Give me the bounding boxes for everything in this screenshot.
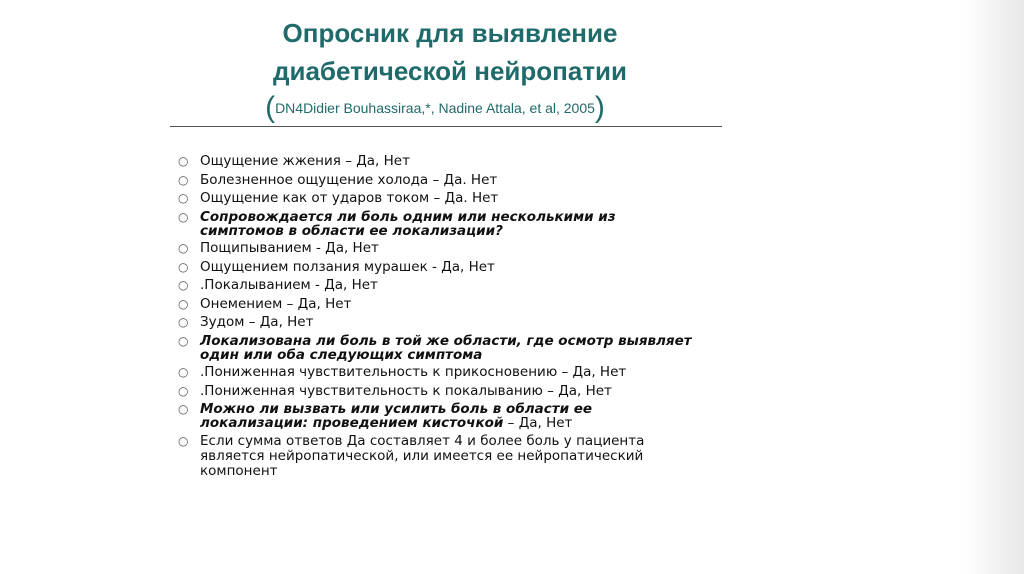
bullet-icon: ○ (178, 172, 189, 187)
item-question-text: Сопровождается ли боль одним или несколькими из симптомов в области ее локализации? (200, 208, 616, 239)
list-item (178, 384, 738, 399)
slide-title (170, 14, 730, 126)
citation-open-paren: ( (265, 91, 276, 124)
item-text: Ощущение жжения – Да, Нет (200, 153, 410, 169)
bullet-icon: ○ (178, 154, 189, 168)
item-text: Ощущением ползания мурашек - Да, Нет (200, 258, 495, 275)
list-item (178, 173, 738, 188)
item-question-text: Локализована ли боль в той же области, где осмотр выявляет один или оба следующих симптома (200, 332, 692, 363)
item-text: .Покалыванием - Да, Нет (200, 277, 378, 293)
citation-close-paren: ) (594, 91, 605, 124)
bullet-icon: ○ (178, 191, 189, 205)
bullet-icon: ○ (178, 365, 189, 379)
title-line-1: Опросник для выявление (282, 18, 618, 48)
list-item (178, 278, 738, 293)
bullet-icon: ○ (178, 383, 189, 398)
item-answer-text: – Да, Нет (503, 415, 573, 431)
title-citation (140, 90, 730, 126)
bullet-icon: ○ (178, 259, 189, 274)
bullet-icon: ○ (178, 209, 189, 224)
list-item (178, 191, 738, 206)
item-text: Онемением – Да, Нет (200, 295, 352, 312)
questionnaire-list (178, 154, 738, 482)
bullet-icon: ○ (178, 315, 189, 329)
citation-text: DN4Didier Bouhassiraa,*, Nadine Attala, et al, 2005 (275, 100, 595, 116)
bullet-icon: ○ (178, 402, 189, 416)
list-item (178, 260, 738, 275)
list-item-question (178, 402, 738, 430)
item-text: .Пониженная чувствительность к прикосновению – Да, Нет (200, 364, 627, 380)
bullet-icon: ○ (178, 296, 189, 311)
list-item (178, 297, 738, 312)
list-item (178, 315, 738, 330)
title-line-2: диабетической нейропатии (272, 56, 628, 86)
list-item-conclusion (178, 434, 738, 479)
title-divider (170, 126, 722, 127)
list-item-question (178, 210, 738, 238)
item-text: Если сумма ответов Да составляет 4 и более боль у пациента является нейропатической, или имеется ее нейропатический компонент (200, 432, 645, 479)
list-item (178, 241, 738, 256)
item-text: .Пониженная чувствительность к покалыванию – Да, Нет (200, 382, 612, 399)
slide-edge-shadow (964, 0, 1024, 574)
bullet-icon: ○ (178, 433, 189, 448)
item-text: Ощущение как от ударов током – Да. Нет (200, 190, 499, 206)
item-question-text: Можно ли вызвать или усилить боль в области ее локализации: проведением кисточкой (200, 401, 593, 431)
bullet-icon: ○ (178, 278, 189, 292)
list-item (178, 365, 738, 380)
bullet-icon: ○ (178, 241, 189, 255)
list-item-question (178, 334, 738, 362)
item-text: Болезненное ощущение холода – Да. Нет (200, 171, 498, 188)
item-text: Пощипыванием - Да, Нет (200, 240, 379, 256)
bullet-icon: ○ (178, 333, 189, 348)
item-text: Зудом – Да, Нет (200, 314, 314, 330)
list-item (178, 154, 738, 169)
